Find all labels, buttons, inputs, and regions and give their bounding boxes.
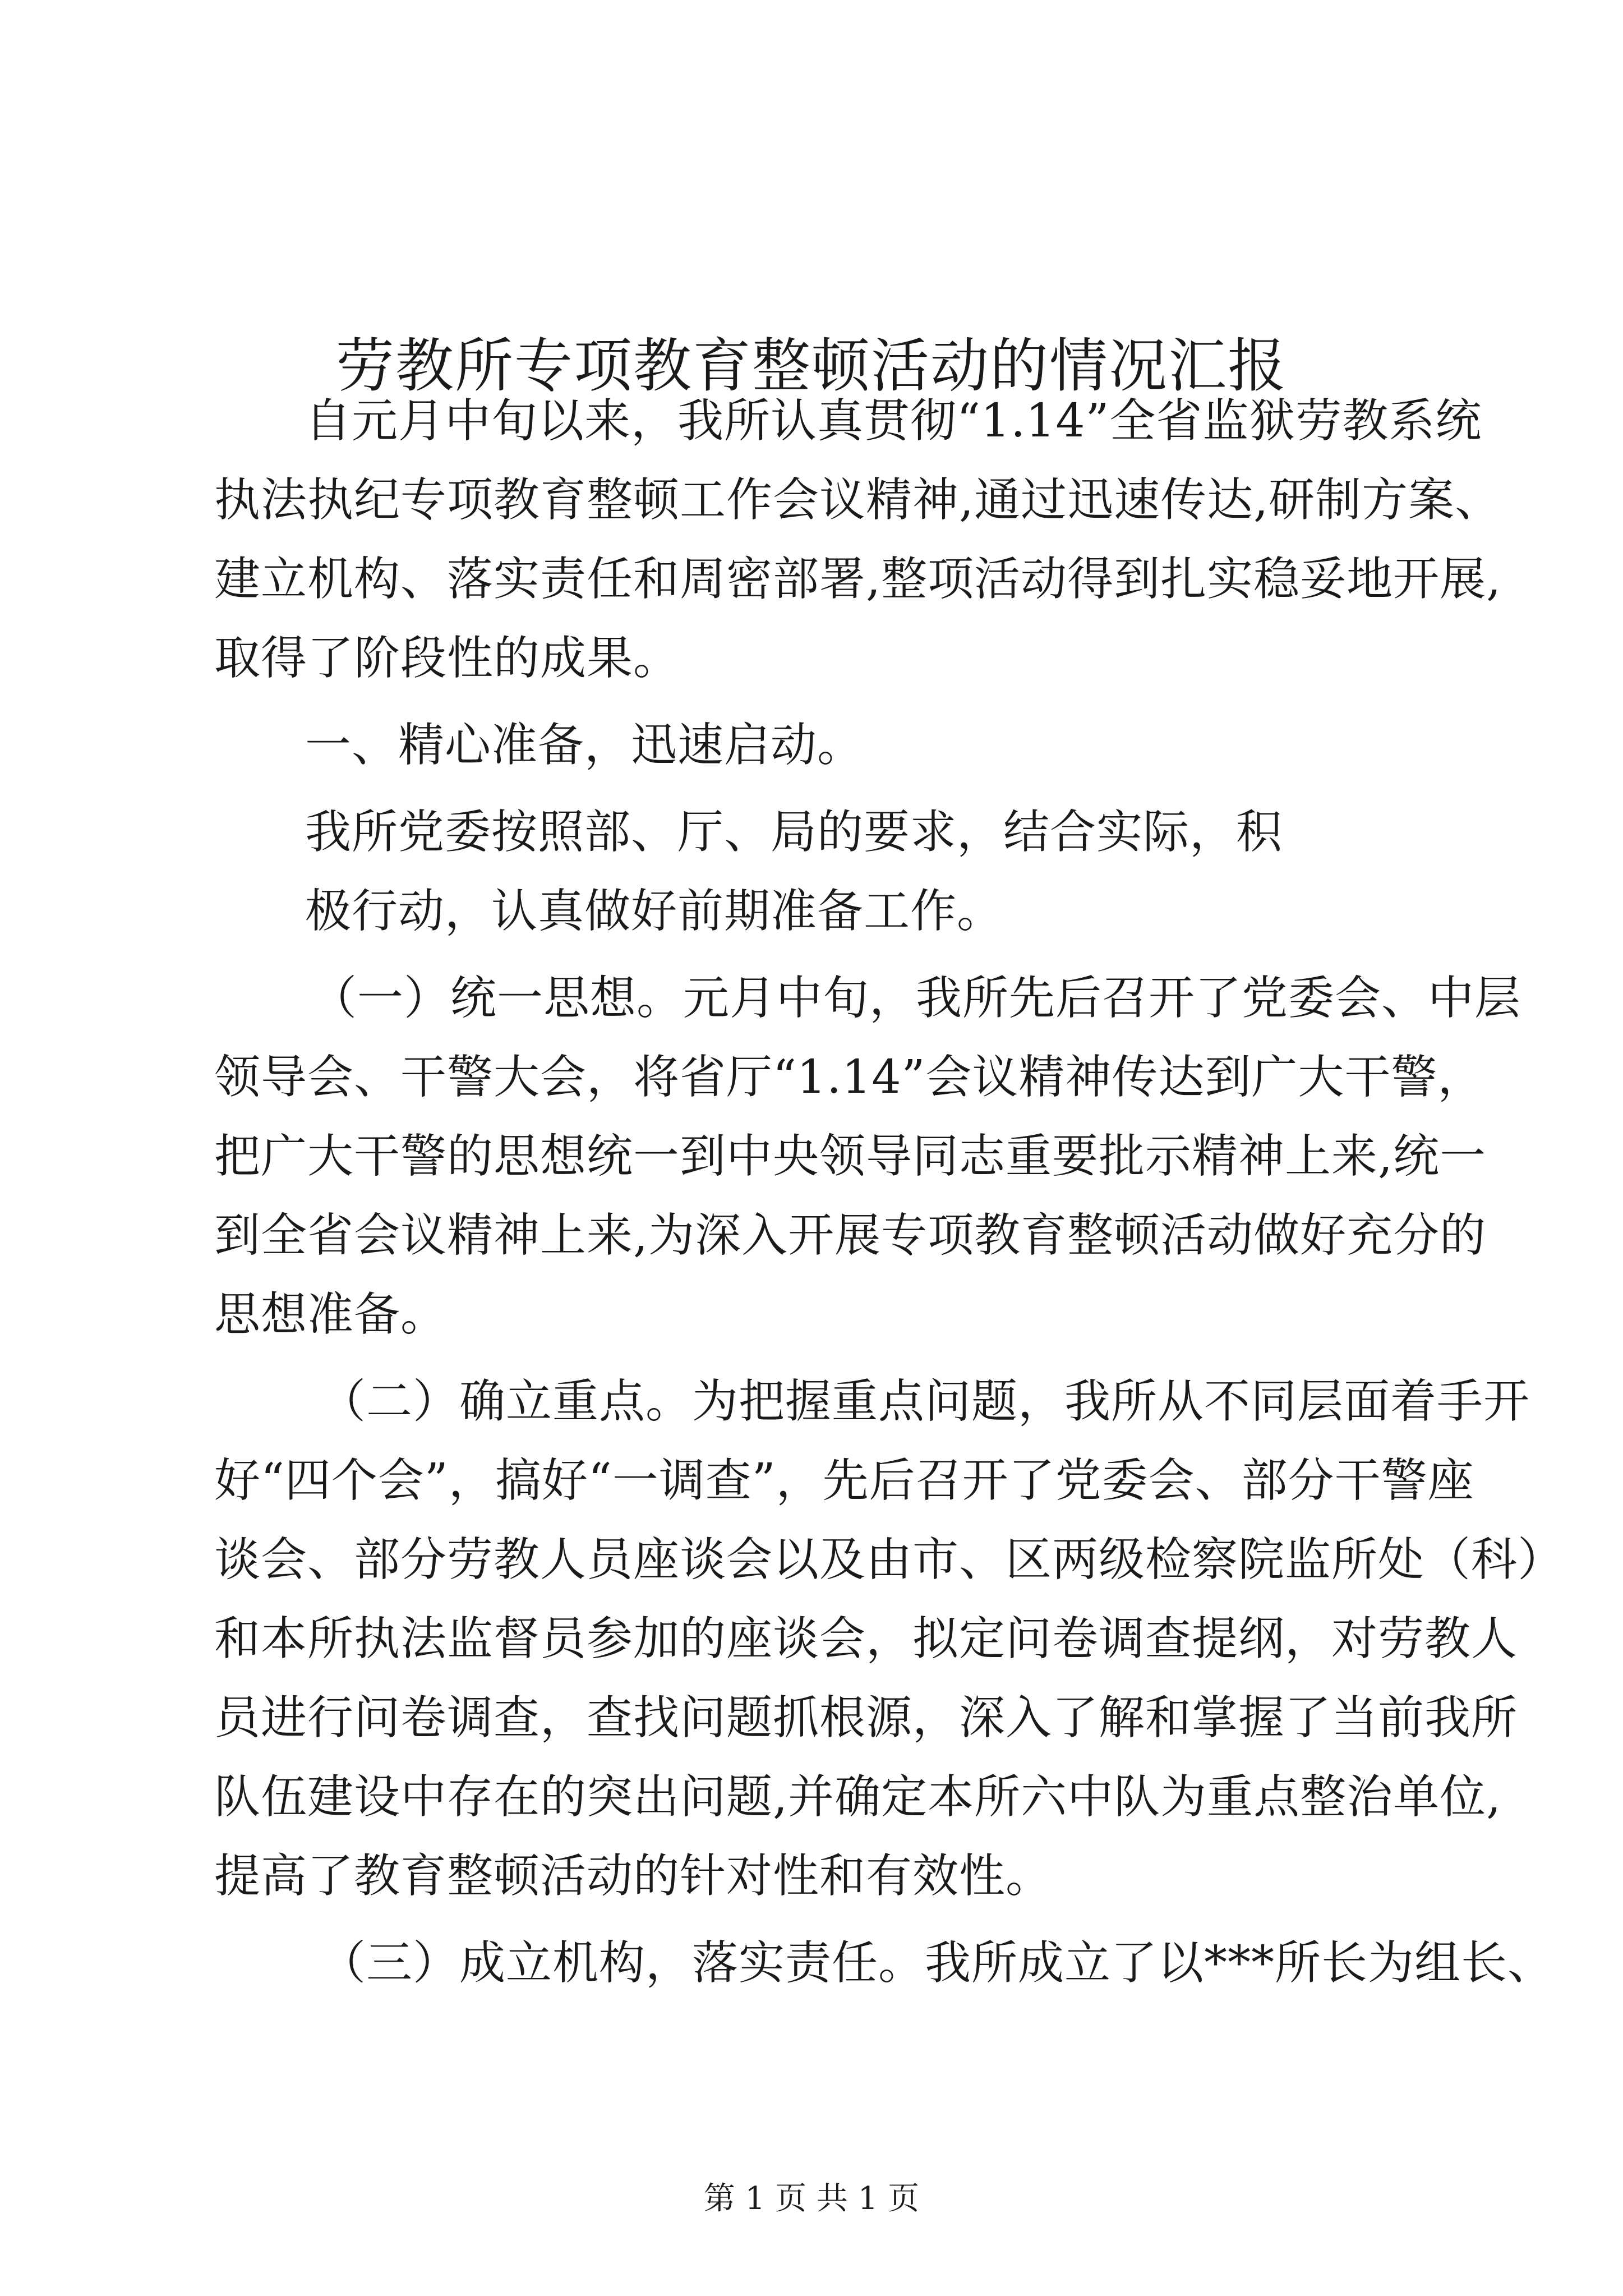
paragraph-4-line-7: 提高了教育整顿活动的针对性和有效性。 xyxy=(214,1849,1053,1903)
paragraph-5-line-1: （三）成立机构，落实责任。我所成立了以***所长为组长、 xyxy=(320,1936,1555,1990)
paragraph-3-line-2: 领导会、干警大会，将省厅“1.14”会议精神传达到广大干警， xyxy=(214,1051,1484,1104)
document-title: 劳教所专项教育整顿活动的情况汇报 xyxy=(335,331,1287,400)
paragraph-1-line-3: 建立机构、落实责任和周密部署,整项活动得到扎实稳妥地开展, xyxy=(214,553,1502,606)
paragraph-3-line-1: （一）统一思想。元月中旬，我所先后召开了党委会、中层 xyxy=(311,972,1521,1025)
paragraph-4-line-5: 员进行问卷调查，查找问题抓根源，深入了解和掌握了当前我所 xyxy=(214,1691,1518,1745)
document-body xyxy=(214,381,1565,2003)
paragraph-4-line-6: 队伍建设中存在的突出问题,并确定本所六中队为重点整治单位, xyxy=(214,1770,1502,1824)
paragraph-2-line-2: 极行动，认真做好前期准备工作。 xyxy=(305,885,1004,938)
paragraph-4-line-3: 谈会、部分劳教人员座谈会以及由市、区两级检察院监所处（科） xyxy=(214,1533,1565,1586)
paragraph-2-line-1: 我所党委按照部、厅、局的要求，结合实际，积 xyxy=(305,806,1283,859)
paragraph-3-line-5: 思想准备。 xyxy=(214,1288,448,1341)
page-footer: 第 1 页 共 1 页 xyxy=(703,2180,920,2217)
paragraph-4-line-1: （二）确立重点。为把握重点问题，我所从不同层面着手开 xyxy=(320,1375,1530,1428)
paragraph-1-line-4: 取得了阶段性的成果。 xyxy=(214,632,680,685)
section-heading-1: 一、精心准备，迅速启动。 xyxy=(305,719,864,772)
paragraph-4-line-4: 和本所执法监督员参加的座谈会，拟定问卷调查提纲，对劳教人 xyxy=(214,1612,1518,1665)
paragraph-3-line-3: 把广大干警的思想统一到中央领导同志重要批示精神上来,统一 xyxy=(214,1130,1487,1183)
paragraph-4-line-2: 好“四个会”，搞好“一调查”，先后召开了党委会、部分干警座 xyxy=(214,1454,1474,1507)
paragraph-1-line-2: 执法执纪专项教育整顿工作会议精神,通过迅速传达,研制方案、 xyxy=(214,473,1502,527)
paragraph-3-line-4: 到全省会议精神上来,为深入开展专项教育整顿活动做好充分的 xyxy=(214,1209,1487,1262)
paragraph-1-line-1: 自元月中旬以来，我所认真贯彻“1.14”全省监狱劳教系统 xyxy=(305,394,1482,448)
